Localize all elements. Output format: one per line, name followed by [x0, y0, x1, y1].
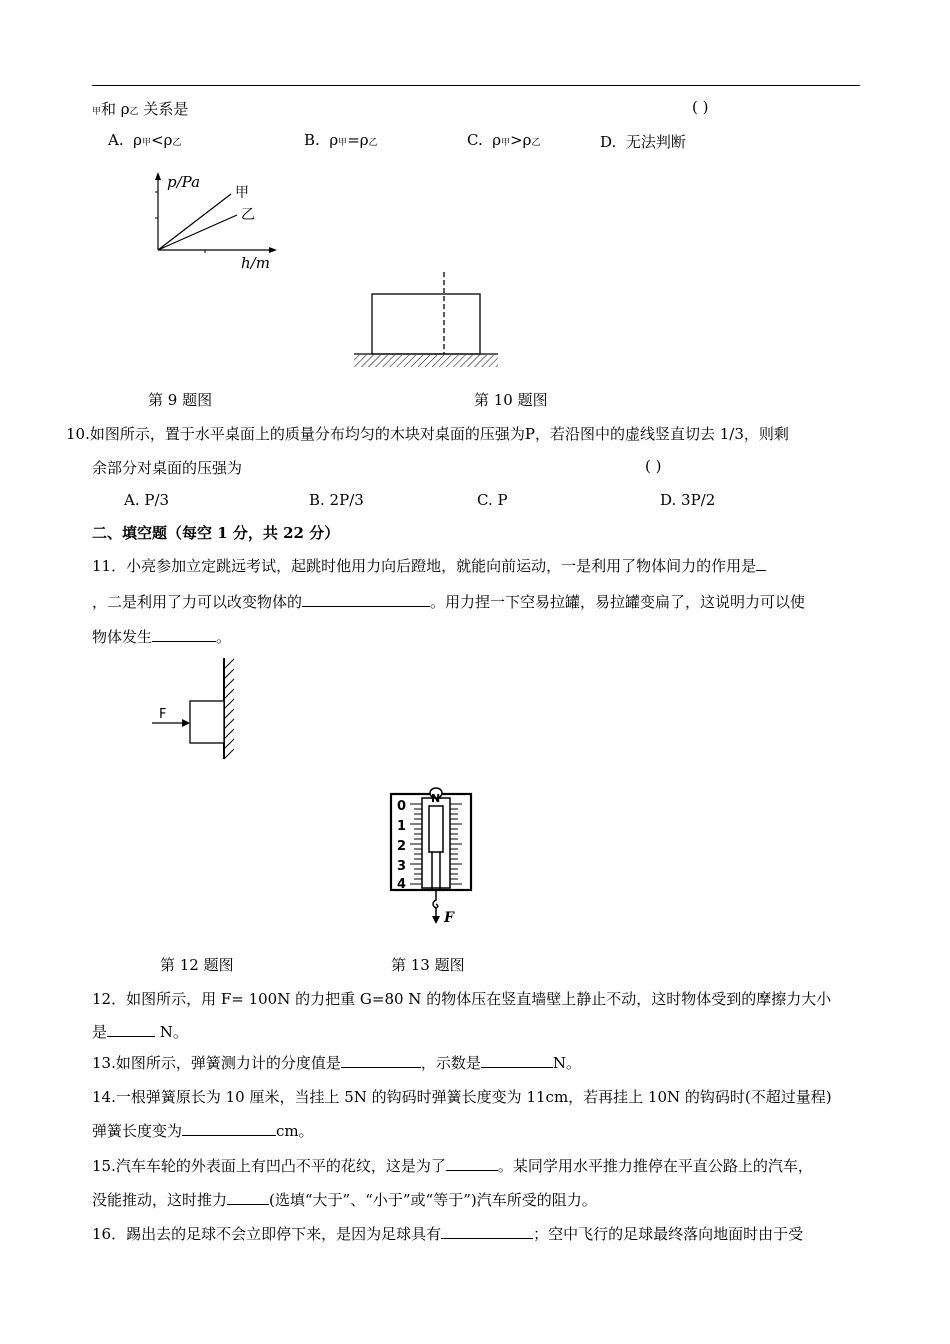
scale-number: 0 [397, 799, 407, 814]
q11-line1: 11．小亮参加立定跳远考试，起跳时他用力向后蹬地，就能向前运动，一是利用了物体间力的作用是 [92, 555, 766, 576]
q10-stem-line2: 余部分对桌面的压强为 [92, 459, 243, 477]
q14-blank[interactable] [182, 1121, 276, 1136]
q12-caption: 第 12 题图 [160, 956, 234, 974]
q14-line1: 14.一根弹簧原长为 10 厘米，当挂上 5N 的钩码时弹簧长度变为 11cm，若再挂上 10N 的钩码时(不超过量程) [92, 1088, 832, 1106]
q11-blank-3[interactable] [152, 627, 216, 642]
pull-force-label: F [444, 910, 454, 926]
q11-line2: ，二是利用了力可以改变物体的 。用力捏一下空易拉罐，易拉罐变扁了，这说明力可以使 [92, 593, 806, 611]
q9-option-c: C. ρ甲>ρ乙 [467, 131, 541, 149]
q10-caption: 第 10 题图 [474, 391, 548, 409]
block [190, 701, 224, 743]
q16-blank[interactable] [441, 1224, 533, 1239]
header-rule [92, 85, 860, 86]
q14-line2: 弹簧长度变为 cm。 [92, 1122, 314, 1140]
x-axis-arrow-icon [269, 247, 277, 253]
q12-line1: 12．如图所示，用 F= 100N 的力把重 G=80 N 的物体压在竖直墙壁上静止不动，这时物体受到的摩擦力大小 [92, 990, 832, 1008]
scale-number: 4 [397, 877, 407, 892]
q15-line2: 没能推动，这时推力 (选填“大于”、“小于”或“等于”)汽车所受的阻力。 [92, 1191, 597, 1209]
scale-numbers [397, 799, 406, 892]
q13-caption: 第 13 题图 [391, 956, 465, 974]
q11-blank-2[interactable] [302, 592, 430, 607]
q10-option-b: B. 2P/3 [309, 491, 364, 509]
y-axis-label: p/Pa [167, 173, 201, 191]
q9-option-a: A. ρ甲<ρ乙 [108, 131, 182, 149]
y-axis-arrow-icon [155, 172, 161, 180]
q12-line2: 是 N。 [92, 1023, 188, 1041]
scale-number: 3 [397, 859, 407, 874]
q10-block-figure [352, 270, 502, 370]
q9-stem: 甲和 ρ乙 关系是 [92, 100, 189, 118]
q10-stem-line1: 10.如图所示，置于水平桌面上的质量分布均匀的木块对桌面的压强为P，若沿图中的虚线竖直切去 1/3，则剩 [66, 425, 789, 443]
q15-blank-1[interactable] [446, 1156, 498, 1171]
hook-icon [433, 890, 438, 908]
force-arrowhead-icon [182, 719, 190, 727]
q12-blank[interactable] [107, 1022, 155, 1037]
wood-block [372, 294, 480, 354]
q11-line3: 物体发生 。 [92, 628, 232, 646]
q10-option-a: A. P/3 [124, 491, 170, 509]
scale-number: 1 [397, 819, 407, 834]
q9-option-d: D. 无法判断 [600, 133, 686, 151]
q15-blank-2[interactable] [227, 1190, 269, 1205]
wall-hatching [224, 659, 234, 759]
line-jia-label: 甲 [235, 185, 249, 201]
table-hatching [354, 355, 498, 367]
q13-blank-2[interactable] [481, 1053, 553, 1068]
force-label: F [159, 707, 167, 722]
pull-force-arrowhead-icon [432, 916, 440, 924]
q9-answer-bracket: ( ) [692, 98, 709, 116]
q13-blank-1[interactable] [341, 1053, 421, 1068]
q10-option-c: C. P [477, 491, 508, 509]
spring-indicator [429, 806, 443, 852]
q9-option-b: B. ρ甲=ρ乙 [304, 131, 378, 149]
q10-answer-bracket: ( ) [645, 457, 662, 475]
unit-label: N [431, 792, 441, 805]
q11-blank-1[interactable] [756, 556, 766, 571]
q13-spring-scale-figure [388, 788, 488, 930]
q9-caption: 第 9 题图 [148, 391, 213, 409]
q9-pressure-depth-graph [145, 170, 285, 270]
scale-number: 2 [397, 839, 407, 854]
q16-line1: 16．踢出去的足球不会立即停下来，是因为足球具有 ；空中飞行的足球最终落向地面时由于受 [92, 1225, 804, 1243]
line-yi-label: 乙 [241, 207, 255, 223]
q13-line: 13.如图所示，弹簧测力计的分度值是 ，示数是 N。 [92, 1054, 582, 1072]
q15-line1: 15.汽车车轮的外表面上有凹凸不平的花纹，这是为了 。某同学用水平推力推停在平直公路上的汽车， [92, 1157, 813, 1175]
q12-wall-figure [150, 655, 250, 765]
q10-option-d: D. 3P/2 [660, 491, 716, 509]
x-axis-label: h/m [241, 254, 270, 272]
section-2-heading: 二、填空题（每空 1 分，共 22 分） [92, 524, 340, 542]
